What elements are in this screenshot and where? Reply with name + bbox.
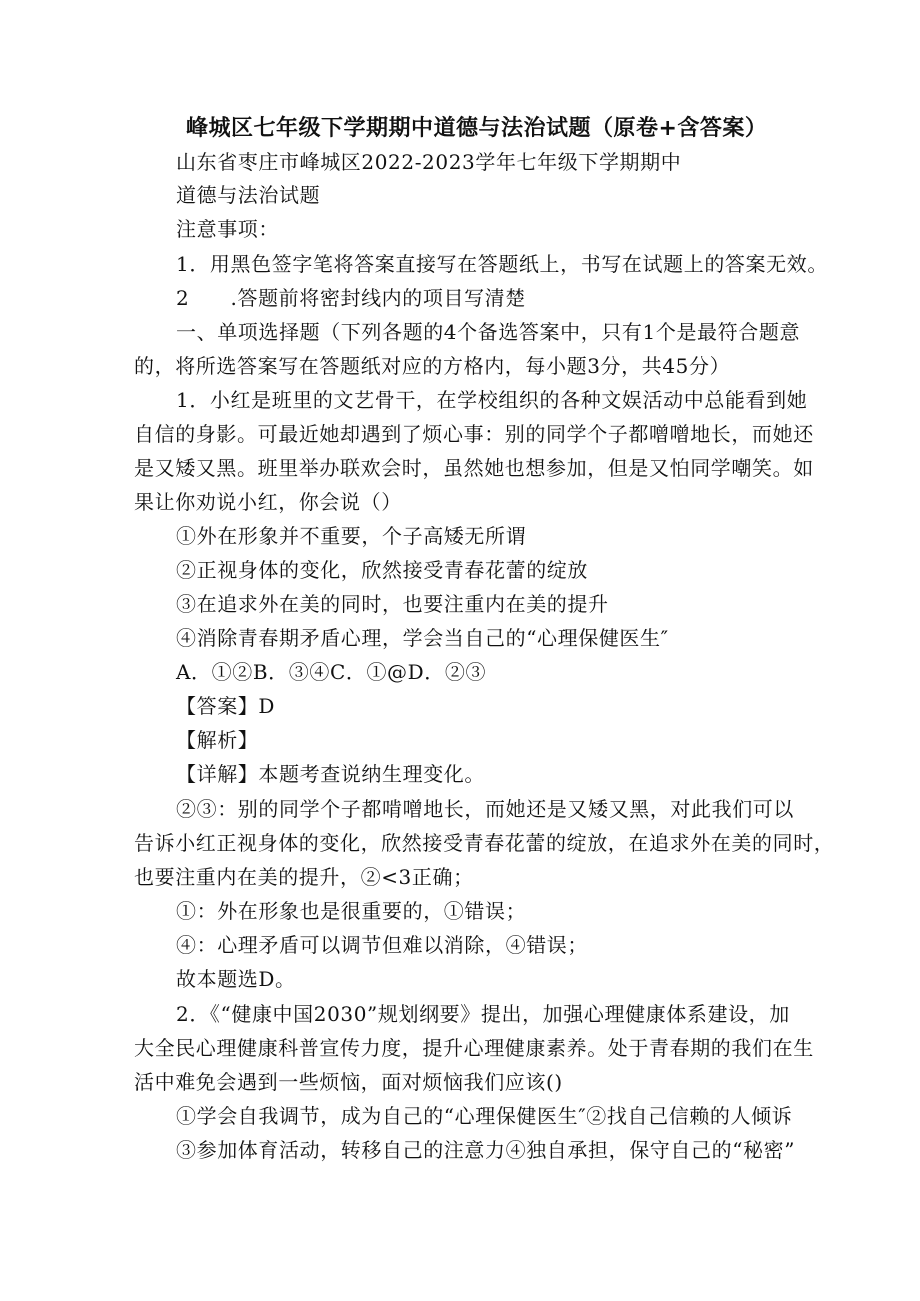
section-heading-line-2: 的，将所选答案写在答题纸对应的方格内，每小题3分，共45分） (134, 354, 731, 378)
question-1-analysis-label: 【解析】 (176, 728, 259, 752)
question-1-conclusion: 故本题选D。 (176, 967, 296, 991)
question-1-explanation-3: ④：心理矛盾可以调节但难以消除，④错误； (176, 933, 588, 957)
question-1-option-4: ④消除青春期矛盾心理，学会当自己的“心理保健医生″ (176, 626, 669, 650)
question-1-line-4: 果让你劝说小红，你会说（） (134, 490, 402, 514)
question-1-line-1: 1．小红是班里的文艺骨干，在学校组织的各种文娱活动中总能看到她 (176, 388, 808, 412)
question-1-line-3: 是又矮又黑。班里举办联欢会时，虽然她也想参加，但是又怕同学嘲笑。如 (134, 456, 814, 480)
question-1-detail: 【详解】本题考查说纳生理变化。 (176, 762, 485, 786)
question-1-explanation-line-2: 告诉小红正视身体的变化，欣然接受青春花蕾的绽放，在追求外在美的同时， (134, 831, 835, 855)
question-1-choices: A．①②B．③④C．①@D．②③ (176, 660, 487, 684)
question-2-line-2: 大全民心理健康科普宣传力度，提升心理健康素养。处于青春期的我们在生 (134, 1036, 814, 1060)
question-1-explanation-2: ①：外在形象也是很重要的，①错误； (176, 899, 527, 923)
notice-item-1: 1．用黑色签字笔将答案直接写在答题纸上，书写在试题上的答案无效。 (176, 252, 828, 276)
subject-line: 道德与法治试题 (176, 183, 321, 207)
question-2-line-3: 活中难免会遇到一些烦恼，面对烦恼我们应该() (134, 1070, 563, 1094)
question-1-explanation-line-3: 也要注重内在美的提升，②<3正确； (134, 865, 474, 889)
document-subtitle: 山东省枣庄市峰城区2022-2023学年七年级下学期期中 (176, 150, 682, 174)
document-title: 峰城区七年级下学期期中道德与法治试题（原卷+含答案） (186, 116, 768, 141)
question-1-line-2: 自信的身影。可最近她却遇到了烦心事：别的同学个子都噌噌地长，而她还 (134, 422, 814, 446)
notice-item-2: 2 .答题前将密封线内的项目写清楚 (176, 286, 526, 310)
question-2-options-3-4: ③参加体育活动，转移自己的注意力④独自承担，保守自己的“秘密” (176, 1138, 796, 1162)
question-2-line-1: 2．《“健康中国2030”规划纲要》提出，加强心理健康体系建设，加 (176, 1002, 790, 1026)
section-heading-line-1: 一、单项选择题（下列各题的4个备选答案中，只有1个是最符合题意 (176, 320, 801, 344)
question-1-explanation-line-1: ②③：别的同学个子都啃噌地长，而她还是又矮又黑，对此我们可以 (176, 797, 794, 821)
question-1-answer: 【答案】D (176, 694, 276, 718)
notice-heading: 注意事项： (176, 217, 279, 241)
question-1-option-2: ②正视身体的变化，欣然接受青春花蕾的绽放 (176, 558, 588, 582)
question-1-option-1: ①外在形象并不重要，个子高矮无所谓 (176, 524, 527, 548)
question-2-options-1-2: ①学会自我调节，成为自己的“心理保健医生″②找自己信赖的人倾诉 (176, 1104, 793, 1128)
question-1-option-3: ③在追求外在美的同时，也要注重内在美的提升 (176, 592, 609, 616)
